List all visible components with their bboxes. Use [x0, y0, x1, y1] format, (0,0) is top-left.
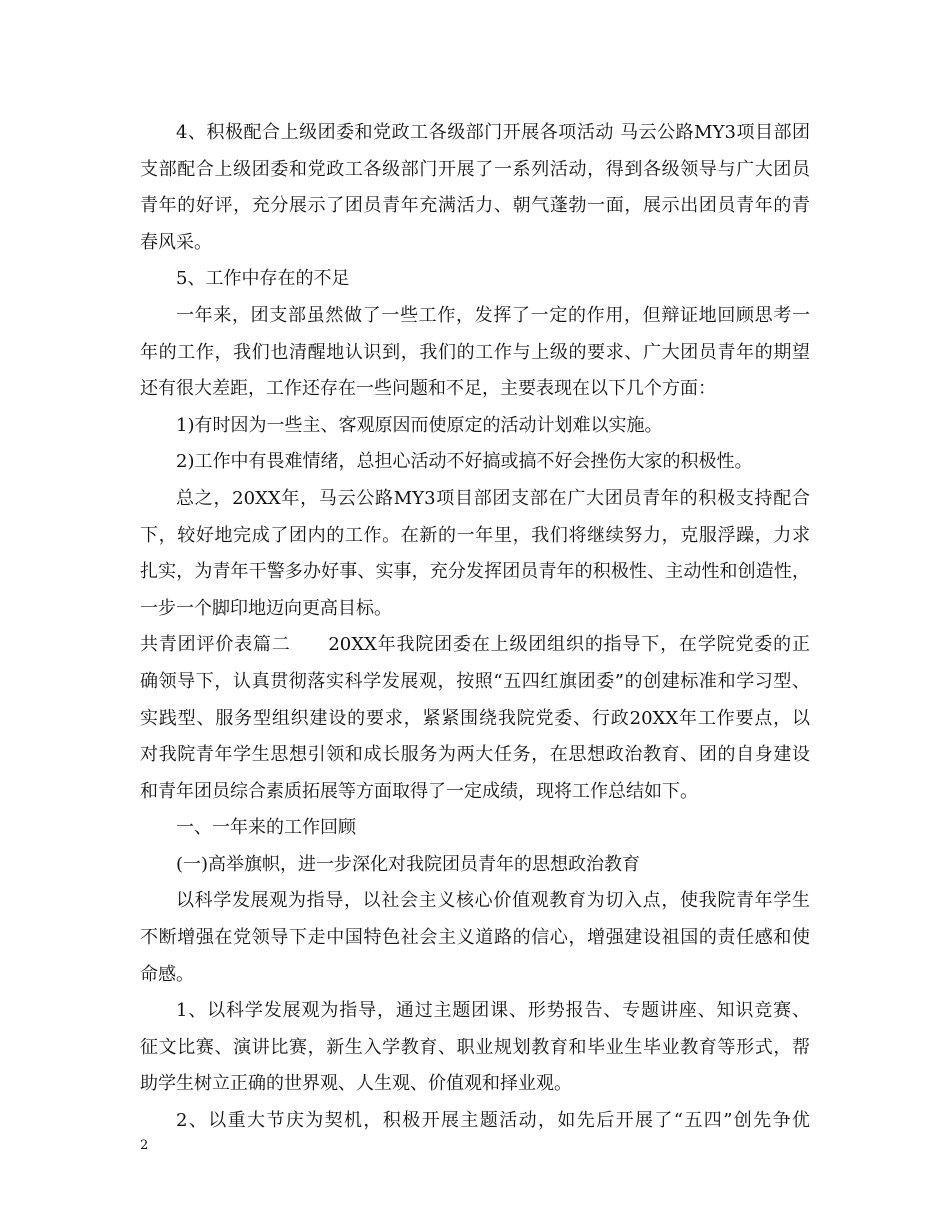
- text-line: 支部配合上级团委和党政工各级部门开展了一系列活动，得到各级领导与广大团员: [140, 158, 810, 180]
- text-line: 2、以重大节庆为契机，积极开展主题活动，如先后开展了“五四”创先争优: [176, 1110, 810, 1132]
- text-line: 对我院青年学生思想引领和成长服务为两大任务，在思想政治教育、团的自身建设: [140, 744, 810, 766]
- section-heading: 一、一年来的工作回顾: [176, 817, 356, 839]
- section-heading: 5、工作中存在的不足: [176, 268, 350, 290]
- text-line: 年的工作，我们也清醒地认识到，我们的工作与上级的要求、广大团员青年的期望: [140, 341, 810, 363]
- text-line: 和青年团员综合素质拓展等方面取得了一定成绩，现将工作总结如下。: [140, 780, 698, 802]
- text-line: 一步一个脚印地迈向更高目标。: [140, 597, 392, 619]
- text-line: 1)有时因为一些主、客观原因而使原定的活动计划难以实施。: [176, 414, 663, 436]
- text-line: 实践型、服务型组织建设的要求，紧紧围绕我院党委、行政20XX年工作要点，以: [140, 707, 810, 729]
- text-line: 一年来，团支部虽然做了一些工作，发挥了一定的作用，但辩证地回顾思考一: [176, 304, 810, 326]
- text-line: 4、积极配合上级团委和党政工各级部门开展各项活动 马云公路MY3项目部团: [176, 122, 810, 143]
- text-line: 确领导下，认真贯彻落实科学发展观，按照“五四红旗团委”的创建标准和学习型、: [140, 670, 810, 692]
- text-line: 春风采。: [140, 231, 212, 253]
- text-line: 下，较好地完成了团内的工作。在新的一年里，我们将继续努力，克服浮躁，力求: [140, 524, 810, 546]
- text-line: 总之，20XX年，马云公路MY3项目部团支部在广大团员青年的积极支持配合: [176, 487, 810, 509]
- text-line: 命感。: [140, 963, 194, 985]
- text-line: 征文比赛、演讲比赛，新生入学教育、职业规划教育和毕业生毕业教育等形式，帮: [140, 1036, 810, 1058]
- text-line: 2)工作中有畏难情绪，总担心活动不好搞或搞不好会挫伤大家的积极性。: [176, 451, 753, 473]
- text-line: 扎实，为青年干警多办好事、实事，充分发挥团员青年的积极性、主动性和创造性，: [140, 561, 810, 583]
- text-line: 以科学发展观为指导，以社会主义核心价值观教育为切入点，使我院青年学生: [176, 890, 810, 912]
- text-line: 助学生树立正确的世界观、人生观、价值观和择业观。: [140, 1073, 572, 1095]
- document-body: [140, 115, 810, 1140]
- text-line: 青年的好评，充分展示了团员青年充满活力、朝气蓬勃一面，展示出团员青年的青: [140, 195, 810, 217]
- text-line: 不断增强在党领导下走中国特色社会主义道路的信心，增强建设祖国的责任感和使: [140, 927, 810, 949]
- subsection-heading: (一)高举旗帜，进一步深化对我院团员青年的思想政治教育: [176, 853, 641, 875]
- page-number: 2: [140, 1138, 149, 1153]
- text-line: 还有很大差距，工作还存在一些问题和不足，主要表现在以下几个方面：: [140, 378, 716, 400]
- text-line: 共青团评价表篇二 20XX年我院团委在上级团组织的指导下，在学院党委的正: [140, 634, 810, 656]
- text-line: 1、以科学发展观为指导，通过主题团课、形势报告、专题讲座、知识竞赛、: [176, 1000, 810, 1022]
